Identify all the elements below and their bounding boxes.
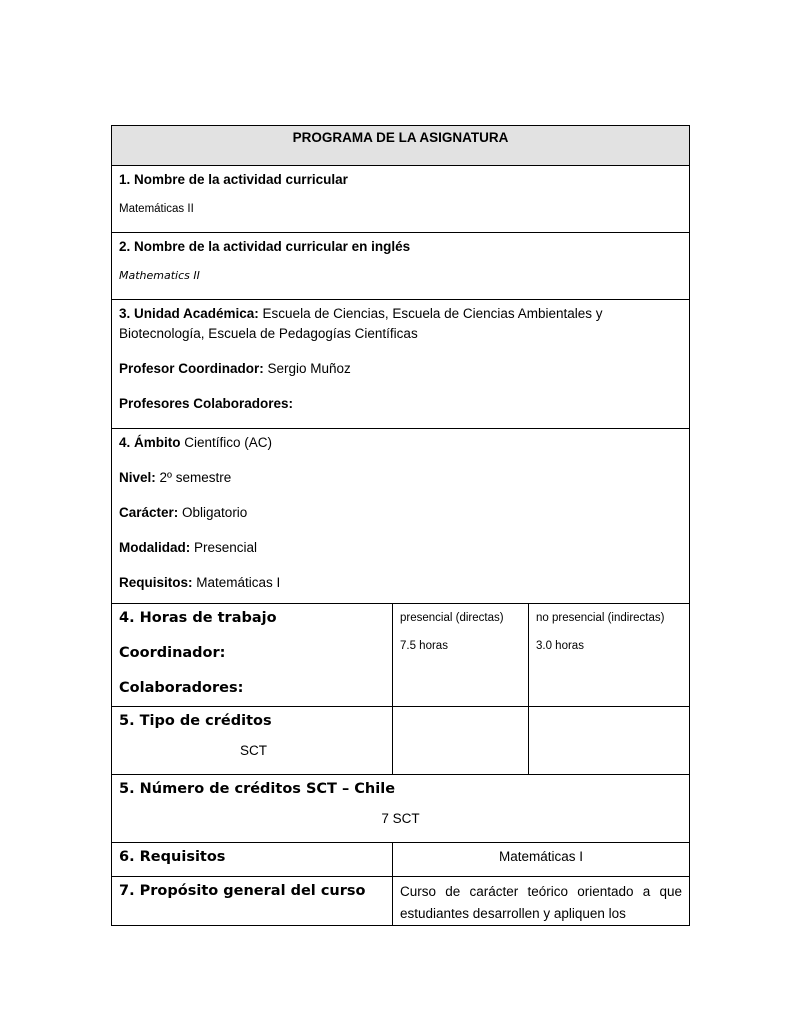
academic-unit-label: 3. Unidad Académica: (119, 306, 259, 321)
activity-name-label: 1. Nombre de la actividad curricular (119, 172, 348, 187)
non-presential-value: 3.0 horas (536, 640, 584, 652)
english-name-label: 2. Nombre de la actividad curricular en inglés (119, 239, 411, 254)
credit-type-value: SCT (240, 743, 267, 758)
presential-value: 7.5 horas (400, 640, 448, 652)
work-hours-title-cell (112, 604, 393, 707)
coordinator-text (119, 359, 682, 379)
section-activity-name-english (112, 233, 690, 300)
requirements-label: Requisitos: (119, 575, 193, 590)
level-text (119, 468, 682, 488)
scope-value: Científico (AC) (180, 435, 273, 450)
modality-value: Presencial (190, 540, 258, 555)
requirements-value: Matemáticas I (192, 575, 281, 590)
character-text (119, 503, 682, 523)
table-header (112, 126, 690, 166)
level-value: 2º semestre (155, 470, 232, 485)
english-name-value: Mathematics II (119, 269, 200, 282)
requirements-text (119, 573, 682, 593)
scope-label: 4. Ámbito (119, 435, 181, 450)
activity-name-value: Matemáticas II (119, 203, 194, 215)
program-table (111, 125, 690, 926)
credit-type-empty-cell-2 (529, 707, 690, 775)
work-hours-title: 4. Horas de trabajo (119, 610, 277, 626)
purpose-value-cell (393, 877, 690, 926)
non-presential-hours-cell (529, 604, 690, 707)
hours-coordinator-label: Coordinador: (119, 645, 226, 661)
credit-type-empty-cell-1 (393, 707, 529, 775)
requirements6-value-cell (393, 843, 690, 877)
presential-hours-cell (393, 604, 529, 707)
modality-label: Modalidad: (119, 540, 191, 555)
coordinator-label: Profesor Coordinador: (119, 361, 264, 376)
section-academic-unit (112, 300, 690, 429)
academic-unit-text (119, 304, 682, 344)
purpose-title: 7. Propósito general del curso (119, 883, 366, 899)
academic-unit-value: Escuela de Ciencias, Escuela de Ciencias Ambientales y Biotecnología, Escuela de Pedagogías Científicas (119, 306, 603, 341)
requirements6-value: Matemáticas I (499, 849, 584, 864)
credit-number-title: 5. Número de créditos SCT – Chile (119, 781, 396, 797)
non-presential-header: no presencial (indirectas) (536, 612, 665, 624)
credit-type-cell (112, 707, 393, 775)
header-title: PROGRAMA DE LA ASIGNATURA (292, 130, 509, 145)
purpose-title-cell (112, 877, 393, 926)
credit-number-cell (112, 775, 690, 843)
level-label: Nivel: (119, 470, 156, 485)
requirements6-title-cell (112, 843, 393, 877)
section-activity-name (112, 166, 690, 233)
collaborators-label: Profesores Colaboradores: (119, 396, 294, 411)
character-value: Obligatorio (178, 505, 248, 520)
credit-type-title: 5. Tipo de créditos (119, 713, 272, 729)
hours-collaborators-label: Colaboradores: (119, 680, 244, 696)
modality-text (119, 538, 682, 558)
scope-text (119, 433, 682, 453)
section-scope (112, 429, 690, 604)
credit-number-value: 7 SCT (381, 811, 420, 826)
coordinator-value: Sergio Muñoz (263, 361, 351, 376)
purpose-value: Curso de carácter teórico orientado a que estudiantes desarrollen y apliquen los (400, 884, 683, 921)
character-label: Carácter: (119, 505, 179, 520)
presential-header: presencial (directas) (400, 612, 504, 624)
requirements6-title: 6. Requisitos (119, 849, 226, 865)
